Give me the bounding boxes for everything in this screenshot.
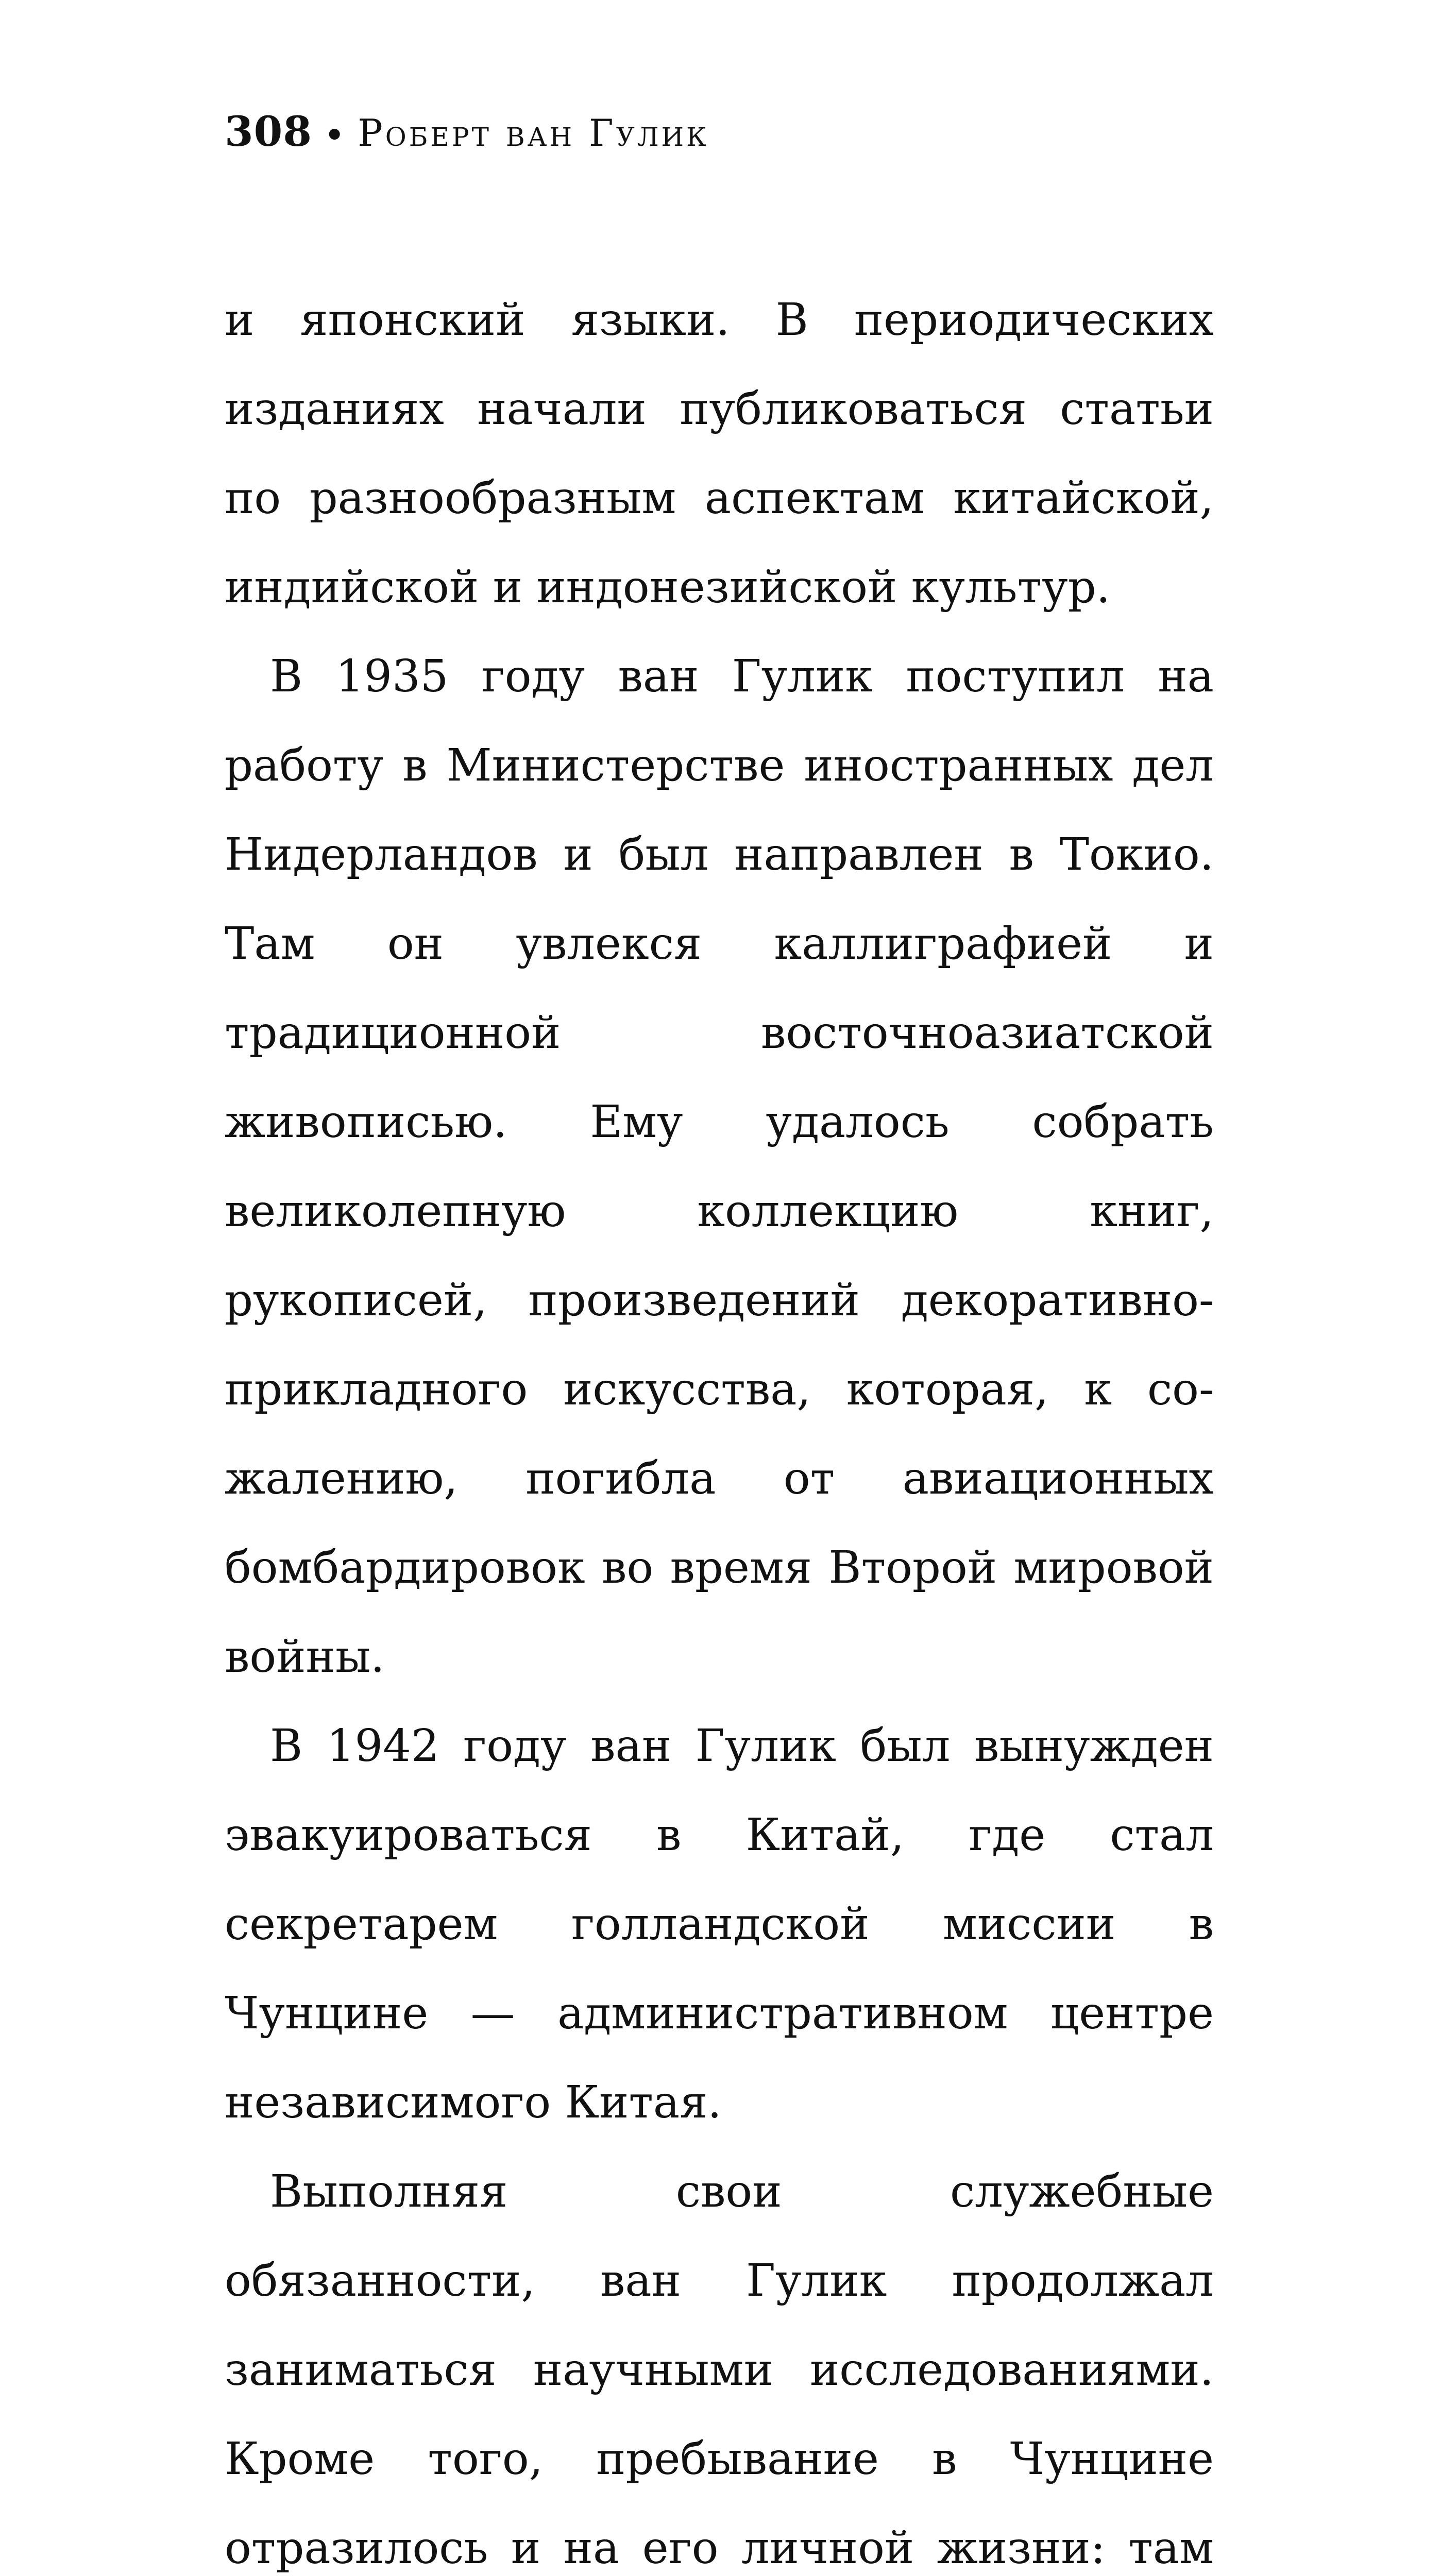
running-head xyxy=(225,106,709,157)
header-separator: • xyxy=(325,117,345,154)
paragraph: В 1942 году ван Гулик был вынужден эвакуироваться в Китай, где стал секретарем голландской миссии в Чунцине — административном центре независимого Китая. xyxy=(225,1720,1214,2128)
paragraph: Выполняя свои служебные обязанности, ван Гулик продолжал заниматься научными исследованиями. Кроме того, пребывание в Чунцине отразилось и на его личной жизни: там xyxy=(225,2166,1214,2574)
body-text xyxy=(225,276,1214,2576)
paragraph-continued: и японский языки. В периодических изданиях начали публиковаться статьи по разнообразным аспектам китайской, индийской и индонезийской культур. xyxy=(225,294,1214,613)
paragraph: В 1935 году ван Гулик поступил на работу в Министерстве иностранных дел Нидерландов и был направлен в Токио. Там он увлекся каллиграфией и традиционной восточноазиатской живописью. Ему удалось собрать великолепную коллекцию книг, рукописей, произведений декоративно-прикладного искусства, которая, к сожалению, погибла от авиационных бомбардировок во время Второй мировой войны. xyxy=(225,651,1214,1683)
page-number: 308 xyxy=(225,107,312,156)
running-head-title: Роберт ван Гулик xyxy=(358,111,709,155)
